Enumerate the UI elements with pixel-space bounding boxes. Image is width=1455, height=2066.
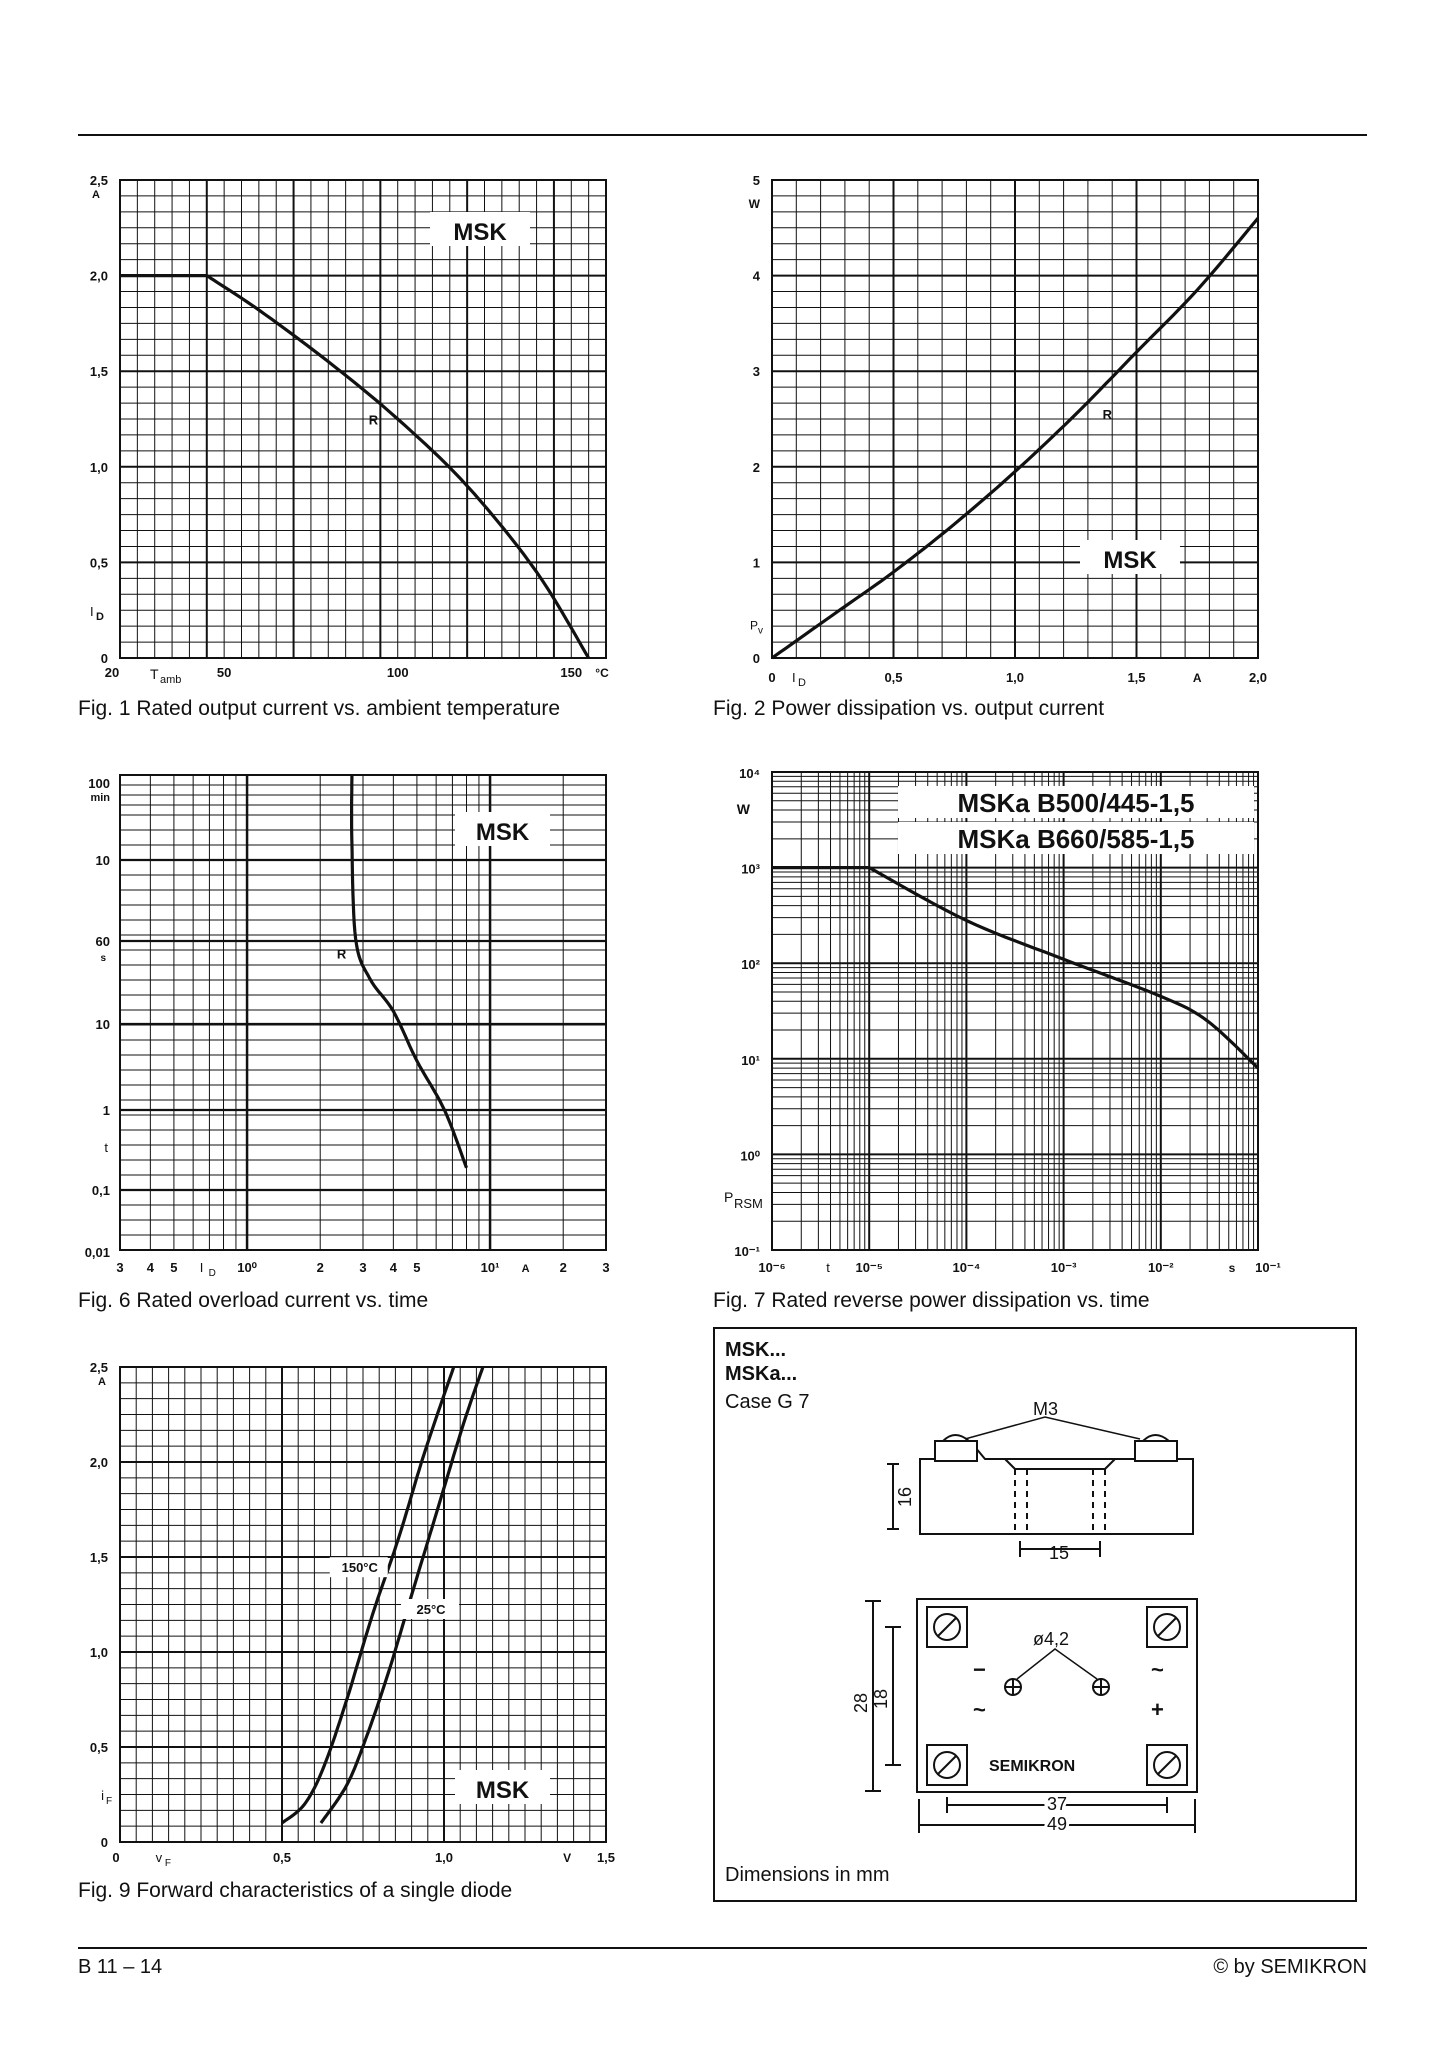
fig7-ytick-label: 10⁻¹	[734, 1244, 760, 1259]
fig6-series-R	[352, 775, 467, 1168]
case-side-view	[887, 1417, 1193, 1557]
fig6-xtick-label: 10¹	[480, 1260, 500, 1275]
fig7-xtick-label: 10⁻⁵	[855, 1260, 883, 1275]
fig9-ytick-label: 2,0	[89, 1455, 108, 1470]
fig6-xtick-label: 4	[389, 1260, 397, 1275]
fig2-ytick-label: 0	[752, 651, 760, 666]
fig6-ytick-label: 100	[88, 776, 110, 791]
fig9-ytick-label: 0	[100, 1835, 108, 1850]
case-drawing-box	[713, 1327, 1357, 1902]
fig7-caption: Fig. 7 Rated reverse power dissipation vs. time	[713, 1289, 1150, 1312]
terminal-minus: −	[973, 1657, 986, 1682]
fig7-ytick-label: 10⁰	[740, 1148, 760, 1164]
fig6-ytick-label: 0,01	[84, 1245, 110, 1260]
fig2-xtick-label: 0,5	[884, 670, 903, 685]
fig2-xtick-label: 0	[768, 670, 776, 685]
fig9-curve-label-25C: 25°C	[416, 1602, 446, 1617]
fig7-xtick-label: 10⁻³	[1050, 1260, 1077, 1275]
fig1-ytick-label: 1,0	[89, 459, 108, 475]
fig2-caption: Fig. 2 Power dissipation vs. output current	[713, 697, 1105, 720]
fig7-xtick-label: 10⁻⁶	[758, 1260, 786, 1275]
case-top-view	[865, 1599, 1197, 1833]
fig7-xlabel: t	[826, 1260, 830, 1275]
fig7-xtick-label: 10⁻¹	[1255, 1260, 1281, 1275]
fig6-y-unit-s: s	[100, 953, 106, 964]
fig7-ytick-label: 10³	[741, 861, 760, 877]
fig1-y-unit: A	[92, 189, 100, 201]
fig9-ytick-label: 2,5	[89, 1360, 108, 1375]
terminal-ac-right: ~	[1151, 1657, 1164, 1682]
fig6-xtick-label: 4	[146, 1260, 154, 1275]
fig1-ytick-label: 1,5	[89, 364, 108, 380]
terminal-ac-left: ~	[973, 1697, 986, 1722]
fig6-xtick-label: 2	[559, 1260, 567, 1275]
dimensions-note: Dimensions in mm	[725, 1864, 890, 1886]
dim-15: 15	[1049, 1543, 1070, 1563]
fig2-xlabel: I	[792, 670, 796, 685]
dim-49: 49	[1047, 1814, 1068, 1834]
fig6-ytick-label: 10	[95, 1017, 110, 1032]
fig1-xtick-label: 20	[104, 665, 120, 680]
fig1-ytick-label: 2,5	[89, 173, 108, 188]
fig2-xtick-label: 1,0	[1005, 670, 1025, 685]
fig6-xtick-label: 3	[602, 1260, 610, 1275]
fig6-xlabel: I	[199, 1260, 204, 1275]
fig1-curve-label-R: R	[368, 412, 379, 428]
fig2-ytick-label: 4	[752, 268, 760, 284]
dim-18: 18	[871, 1688, 891, 1709]
fig1-xtick-label: 100	[386, 665, 409, 680]
fig7-xtick-label: 10⁻²	[1147, 1260, 1174, 1275]
fig9-ytick-label: 1,0	[89, 1645, 108, 1660]
fig7-xtick-label: 10⁻⁴	[952, 1260, 981, 1275]
fig9-xtick-label: 0,5	[272, 1850, 292, 1865]
fig6-ytick-label: 10	[95, 853, 110, 868]
fig6-xtick-label: 2	[316, 1260, 324, 1275]
fig1-ytick-label: 0	[100, 651, 108, 666]
fig9-xtick-label: 1,5	[596, 1850, 616, 1865]
fig7-ytick-label: 10⁴	[739, 766, 760, 781]
fig7-y-unit: W	[736, 801, 750, 817]
fig1-xtick-label: 50	[216, 665, 232, 680]
fig9-curve-label-150C: 150°C	[341, 1560, 378, 1576]
fig9-series-25C	[321, 1367, 483, 1823]
fig2-xtick-label: 1,5	[1127, 670, 1146, 685]
terminal-plus: +	[1151, 1697, 1164, 1722]
fig9-y-unit: A	[98, 1376, 106, 1388]
fig7-ytick-label: 10²	[741, 957, 760, 973]
fig2-x-unit: A	[1192, 671, 1202, 685]
fig9-xlabel: v	[155, 1850, 163, 1865]
fig2-curve-label-R: R	[1102, 407, 1113, 422]
fig7-badge-2: MSKa B660/585-1,5	[957, 824, 1195, 854]
fig6-xtick-label: 5	[170, 1260, 178, 1275]
fig6-y-unit-min: min	[90, 792, 110, 804]
case-label: Case G 7	[725, 1391, 810, 1413]
fig9-caption: Fig. 9 Forward characteristics of a single diode	[78, 1879, 513, 1902]
fig1-ylabel-sub: D	[96, 610, 104, 623]
fig1-badge: MSK	[453, 219, 507, 246]
fig6-ytick-label: 60	[95, 934, 110, 949]
fig2-ytick-label: 3	[752, 364, 760, 380]
dim-37: 37	[1047, 1794, 1068, 1814]
fig2-xlabel-sub: D	[798, 677, 806, 689]
case-title-mska: MSKa...	[725, 1363, 798, 1385]
fig6-ytick-label: 0,1	[91, 1183, 110, 1198]
fig2-ylabel-sub: v	[758, 625, 763, 637]
footer-page-ref: B 11 – 14	[78, 1956, 163, 1978]
fig6-x-unit: A	[521, 1263, 530, 1275]
dim-16: 16	[895, 1486, 915, 1507]
fig6-caption: Fig. 6 Rated overload current vs. time	[78, 1289, 429, 1312]
fig2-grid	[772, 180, 1258, 658]
fig6-ytick-label: 1	[102, 1103, 110, 1118]
fig9-ylabel-sub: F	[106, 1796, 113, 1808]
fig2-xtick-label: 2,0	[1248, 670, 1268, 685]
fig1-xtick-label: 150	[560, 665, 583, 680]
brand-semikron: SEMIKRON	[989, 1758, 1076, 1775]
fig9-ytick-label: 0,5	[89, 1740, 108, 1755]
fig7-ylabel-sub: RSM	[734, 1196, 763, 1211]
fig7-ylabel: P	[724, 1189, 734, 1205]
fig6-xlabel-sub: D	[208, 1268, 216, 1279]
fig6-ylabel: t	[104, 1140, 108, 1155]
case-drawing	[715, 1329, 1355, 1900]
fig6-curve-label-R: R	[336, 946, 347, 962]
fig1-ylabel: I	[90, 603, 94, 619]
fig1-ytick-label: 2,0	[89, 268, 108, 284]
fig1-caption: Fig. 1 Rated output current vs. ambient temperature	[78, 697, 561, 720]
fig6-xtick-label: 10⁰	[237, 1260, 257, 1275]
fig6-grid	[120, 775, 606, 1250]
fig1-xlabel: T	[150, 666, 159, 682]
fig7-badge-1: MSKa B500/445-1,5	[957, 788, 1195, 818]
fig1-x-unit: °C	[595, 666, 609, 680]
fig1-grid	[120, 180, 606, 658]
fig9-x-unit: V	[563, 1851, 572, 1865]
fig9-xtick-label: 0	[112, 1850, 120, 1865]
fig7-x-unit: s	[1228, 1261, 1236, 1275]
fig2-badge: MSK	[1103, 547, 1157, 574]
fig2-y-unit: W	[748, 197, 760, 211]
dim-m3: M3	[1033, 1399, 1059, 1419]
case-title-msk: MSK...	[725, 1339, 787, 1361]
fig6-xtick-label: 3	[116, 1260, 124, 1275]
fig2-ytick-label: 1	[752, 555, 760, 571]
fig7-ytick-label: 10¹	[741, 1052, 760, 1068]
fig9-ylabel: i	[101, 1788, 104, 1804]
footer-copyright: © by SEMIKRON	[1213, 1956, 1367, 1978]
fig2-ylabel: P	[750, 618, 759, 633]
fig6-badge: MSK	[475, 819, 530, 846]
fig9-badge: MSK	[475, 1777, 530, 1804]
fig2-ytick-label: 2	[752, 459, 760, 475]
dim-28: 28	[851, 1692, 871, 1713]
fig2-ytick-label: 5	[752, 173, 760, 188]
fig6-xtick-label: 3	[359, 1260, 367, 1275]
dim-hole: ø4,2	[1033, 1629, 1070, 1649]
fig9-ytick-label: 1,5	[89, 1550, 108, 1565]
fig1-ytick-label: 0,5	[89, 555, 108, 571]
fig9-xlabel-sub: F	[164, 1858, 171, 1869]
fig9-xtick-label: 1,0	[434, 1850, 454, 1865]
fig6-xtick-label: 5	[413, 1260, 421, 1275]
fig1-xlabel-sub: amb	[160, 674, 182, 686]
